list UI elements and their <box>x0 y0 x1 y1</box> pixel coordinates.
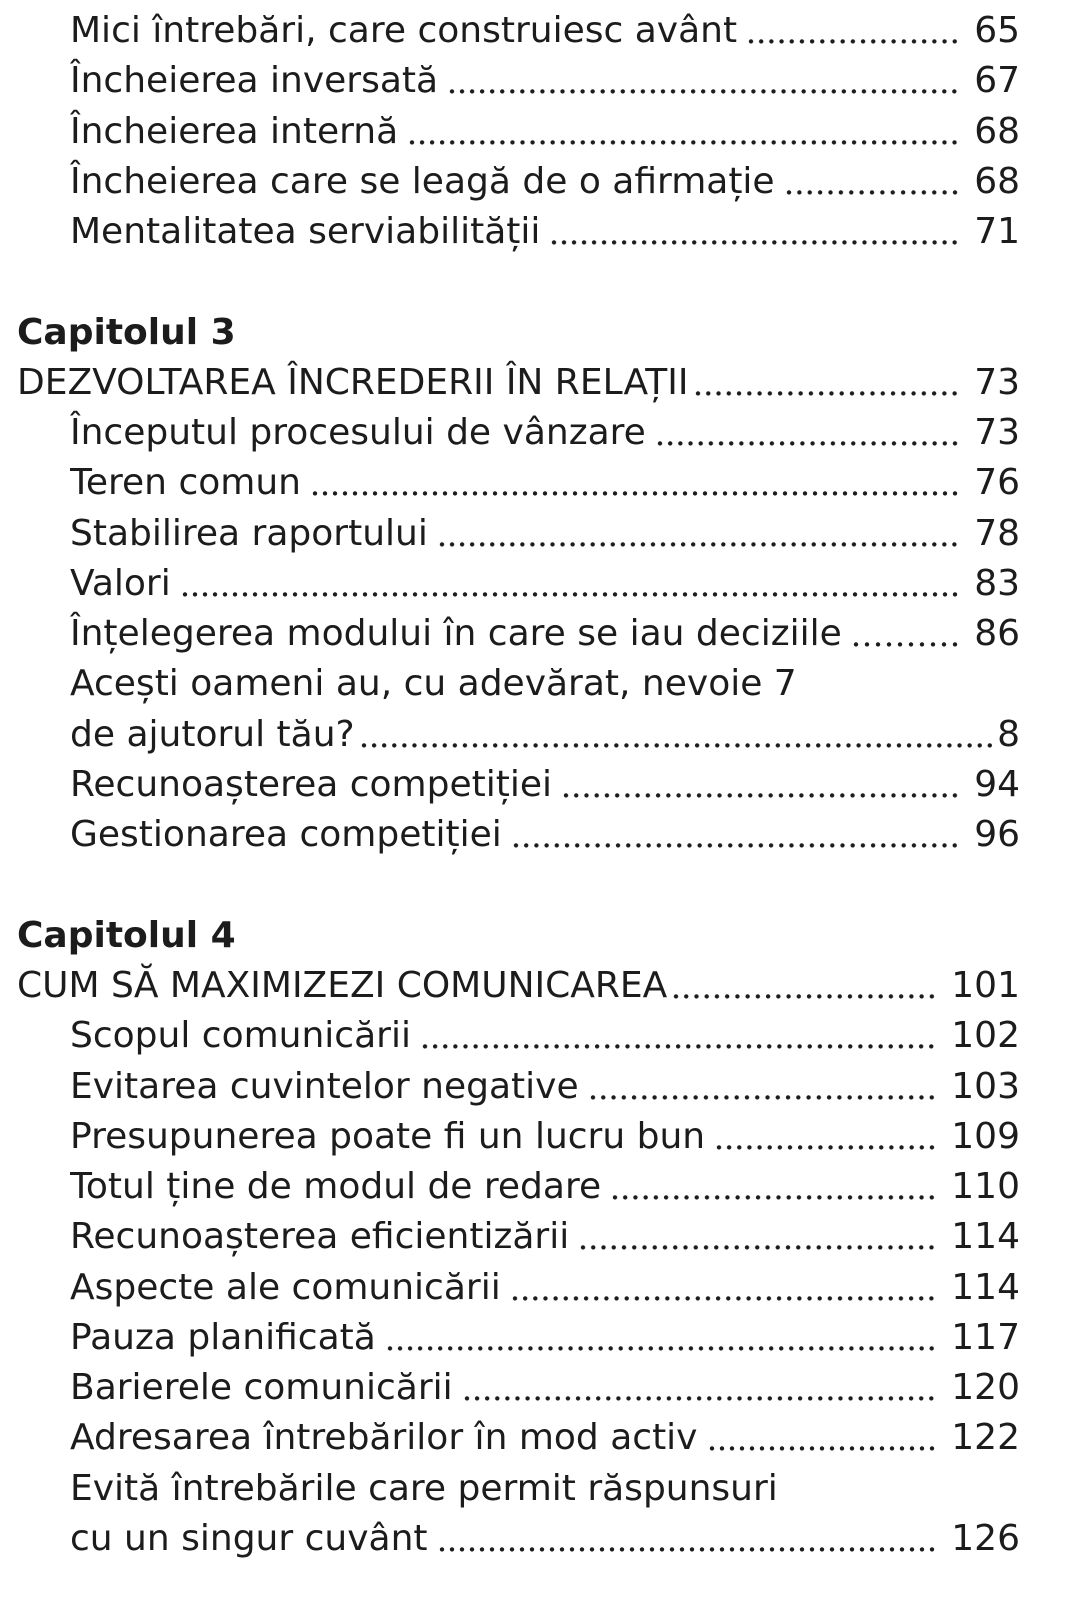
toc-entry-title: Scopul comunicării <box>70 1015 411 1057</box>
toc-entry <box>0 1112 1020 1162</box>
toc-page <box>0 6 1067 1564</box>
toc-entry <box>0 609 1020 659</box>
dot-leader <box>549 207 960 257</box>
toc-entry-title: Adresarea întrebărilor în mod activ <box>70 1417 698 1459</box>
toc-entry-title-continued: de ajutorul tău? <box>70 713 355 755</box>
dot-leader <box>707 1413 938 1463</box>
chapter-title: CUM SĂ MAXIMIZEZI COMUNICAREA <box>17 965 668 1007</box>
toc-entry-title: Teren comun <box>70 462 301 504</box>
toc-entry-title: Încheierea internă <box>70 110 399 152</box>
toc-entry <box>0 1062 1020 1112</box>
toc-entry-title: Barierele comunicării <box>70 1367 453 1409</box>
toc-entry-line-1 <box>0 659 1020 709</box>
toc-entry-page: 65 <box>974 10 1020 51</box>
dot-leader <box>784 157 961 207</box>
dot-leader <box>655 408 960 458</box>
toc-entry-page: 76 <box>974 462 1020 504</box>
toc-entry <box>0 56 1020 106</box>
toc-entry-page: 109 <box>951 1115 1020 1157</box>
toc-entry <box>0 810 1020 860</box>
toc-entry <box>0 509 1020 559</box>
toc-entry-title: Recunoașterea eficientizării <box>70 1216 570 1258</box>
toc-entry-line-2 <box>0 1514 1020 1564</box>
toc-entry-line-1 <box>0 1464 1020 1514</box>
toc-entry-page: 114 <box>951 1216 1020 1258</box>
dot-leader <box>510 1263 938 1313</box>
toc-entry <box>0 1011 1020 1061</box>
dot-leader <box>420 1011 937 1061</box>
chapter-heading <box>0 911 1020 961</box>
toc-entry <box>0 107 1020 157</box>
toc-entry-page: 73 <box>974 361 1020 403</box>
dot-leader <box>437 1514 938 1564</box>
chapter-3-section <box>0 308 1067 861</box>
chapter-title-entry <box>0 358 1020 408</box>
dot-leader <box>407 107 960 157</box>
chapter-label: Capitolul 3 <box>17 311 236 353</box>
dot-leader <box>310 458 960 508</box>
toc-entry <box>0 6 1020 56</box>
chapter-4-section <box>0 911 1067 1564</box>
dot-leader <box>610 1162 937 1212</box>
dot-leader <box>180 559 960 609</box>
dot-leader <box>437 509 960 559</box>
toc-entry-title: Evitarea cuvintelor negative <box>70 1065 579 1107</box>
chapter-title: DEZVOLTAREA ÎNCREDERII ÎN RELAȚII <box>17 361 689 403</box>
toc-entry-title: Gestionarea competiției <box>70 814 502 856</box>
dot-leader <box>462 1363 938 1413</box>
dot-leader <box>578 1212 937 1262</box>
toc-entry <box>0 157 1020 207</box>
toc-entry-page: 86 <box>974 613 1020 655</box>
toc-entry-title: Evită întrebările care permit răspunsuri <box>70 1467 778 1509</box>
toc-entry-page: 73 <box>974 412 1020 454</box>
toc-entry-page: 114 <box>951 1266 1020 1308</box>
toc-entry-page: 126 <box>951 1517 1020 1559</box>
toc-entry <box>0 559 1020 609</box>
chapter-heading <box>0 308 1020 358</box>
toc-entry-title: Încheierea care se leagă de o afirmație <box>70 160 775 202</box>
toc-entry-page: 68 <box>974 160 1020 202</box>
toc-entry-page: 120 <box>951 1367 1020 1409</box>
toc-entry-page: 94 <box>974 763 1020 805</box>
section-continued <box>0 6 1067 257</box>
dot-leader <box>671 961 937 1011</box>
toc-entry-page: 68 <box>974 110 1020 152</box>
dot-leader <box>511 810 960 860</box>
chapter-title-entry <box>0 961 1020 1011</box>
toc-entry-title: Totul ține de modul de redare <box>70 1166 602 1208</box>
toc-entry-title: Încheierea inversată <box>70 60 439 102</box>
toc-entry-title: Valori <box>70 562 171 604</box>
toc-entry-page: 96 <box>974 814 1020 856</box>
toc-entry-title: Presupunerea poate fi un lucru bun <box>70 1115 706 1157</box>
toc-entry <box>0 1413 1020 1463</box>
toc-entry <box>0 1212 1020 1262</box>
toc-entry <box>0 1263 1020 1313</box>
toc-entry-page: 8 <box>997 713 1020 755</box>
dot-leader <box>588 1062 938 1112</box>
toc-entry-title: Mentalitatea serviabilității <box>70 211 541 253</box>
toc-entry-page: 117 <box>951 1316 1020 1358</box>
toc-entry-page: 101 <box>951 965 1020 1007</box>
toc-entry <box>0 1363 1020 1413</box>
toc-entry-title: Recunoașterea competiției <box>70 763 553 805</box>
toc-entry <box>0 1162 1020 1212</box>
toc-entry-page: 71 <box>974 211 1020 253</box>
toc-entry-line-2 <box>0 710 1020 760</box>
toc-entry <box>0 458 1020 508</box>
toc-entry-page: 67 <box>974 60 1020 102</box>
toc-entry-title: Pauza planificată <box>70 1316 376 1358</box>
toc-entry-title: Acești oameni au, cu adevărat, nevoie 7 <box>70 663 797 705</box>
toc-entry-title: Înțelegerea modului în care se iau deciziile <box>70 613 842 655</box>
toc-entry-title: Stabilirea raportului <box>70 512 428 554</box>
dot-leader <box>561 760 960 810</box>
dot-leader <box>359 710 995 760</box>
dot-leader <box>851 609 960 659</box>
dot-leader <box>746 6 960 56</box>
dot-leader <box>447 56 960 106</box>
toc-entry <box>0 408 1020 458</box>
dot-leader <box>714 1112 937 1162</box>
toc-entry-title: Mici întrebări, care construiesc avânt <box>70 10 738 51</box>
toc-entry-page: 103 <box>951 1065 1020 1107</box>
chapter-label: Capitolul 4 <box>17 914 236 956</box>
toc-entry-page: 102 <box>951 1015 1020 1057</box>
toc-entry-page: 78 <box>974 512 1020 554</box>
toc-entry-title-continued: cu un singur cuvânt <box>70 1517 428 1559</box>
toc-entry-page: 110 <box>951 1166 1020 1208</box>
toc-entry-page: 83 <box>974 562 1020 604</box>
dot-leader <box>385 1313 937 1363</box>
toc-entry <box>0 207 1020 257</box>
toc-entry <box>0 760 1020 810</box>
toc-entry <box>0 1313 1020 1363</box>
dot-leader <box>693 358 961 408</box>
toc-entry-title: Începutul procesului de vânzare <box>70 412 646 454</box>
toc-entry-title: Aspecte ale comunicării <box>70 1266 501 1308</box>
toc-entry-page: 122 <box>951 1417 1020 1459</box>
